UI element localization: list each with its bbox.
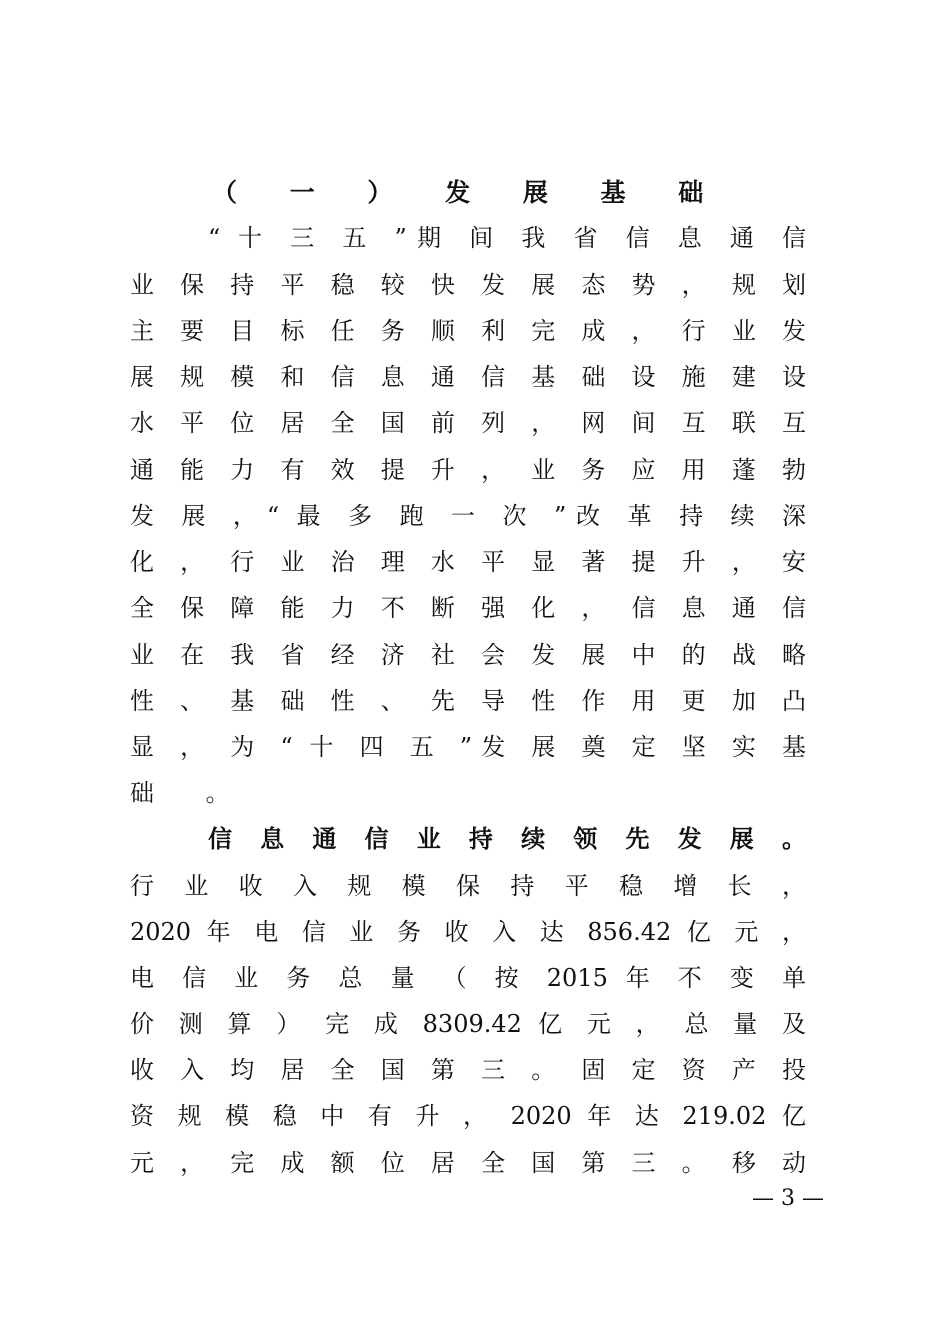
paragraph-lead: 信 息 通 信 业 持 续 领 先 发 展 。 <box>208 824 806 853</box>
paragraph-line: “ 十 三 五 ”期 间 我 省 信 息 通 信 <box>208 224 806 252</box>
paragraph-line: 显 ， 为 “ 十 四 五 ”发 展 奠 定 坚 实 基 <box>130 733 806 761</box>
paragraph-line: 全 保 障 能 力 不 断 强 化 ， 信 息 通 信 <box>130 594 806 622</box>
paragraph-line: 通 能 力 有 效 提 升 ， 业 务 应 用 蓬 勃 <box>130 456 806 484</box>
paragraph-line: 行 业 收 入 规 模 保 持 平 稳 增 长 ， <box>130 872 806 900</box>
paragraph-line: 发 展 ，“ 最 多 跑 一 次 ”改 革 持 续 深 <box>130 502 806 530</box>
paragraph-line: 电 信 业 务 总 量 （ 按 2015 年 不 变 单 <box>130 964 806 992</box>
paragraph-line: 业 在 我 省 经 济 社 会 发 展 中 的 战 略 <box>130 641 806 669</box>
paragraph-line: 元 ， 完 成 额 位 居 全 国 第 三 。 移 动 <box>130 1149 806 1177</box>
paragraph-line: 础 。 <box>130 779 252 807</box>
paragraph-line: 收 入 均 居 全 国 第 三 。 固 定 资 产 投 <box>130 1056 806 1084</box>
paragraph-line: 2020 年 电 信 业 务 收 入 达 856.42 亿 元 ， <box>130 918 806 946</box>
paragraph-line: 水 平 位 居 全 国 前 列 ， 网 间 互 联 互 <box>130 409 806 437</box>
page-number: — 3 — <box>752 1186 824 1211</box>
paragraph-line: 业 保 持 平 稳 较 快 发 展 态 势 ， 规 划 <box>130 271 806 299</box>
paragraph-line: 展 规 模 和 信 息 通 信 基 础 设 施 建 设 <box>130 363 806 391</box>
paragraph-line: 性 、 基 础 性 、 先 导 性 作 用 更 加 凸 <box>130 687 806 715</box>
paragraph-line: 化 ， 行 业 治 理 水 平 显 著 提 升 ， 安 <box>130 548 806 576</box>
paragraph-line: 主 要 目 标 任 务 顺 利 完 成 ， 行 业 发 <box>130 317 806 345</box>
paragraph-line: 资 规 模 稳 中 有 升 ， 2020 年 达 219.02 亿 <box>130 1102 806 1130</box>
paragraph-line: 价 测 算 ） 完 成 8309.42 亿 元 ， 总 量 及 <box>130 1010 806 1038</box>
section-heading: （ 一 ） 发 展 基 础 <box>212 178 726 207</box>
